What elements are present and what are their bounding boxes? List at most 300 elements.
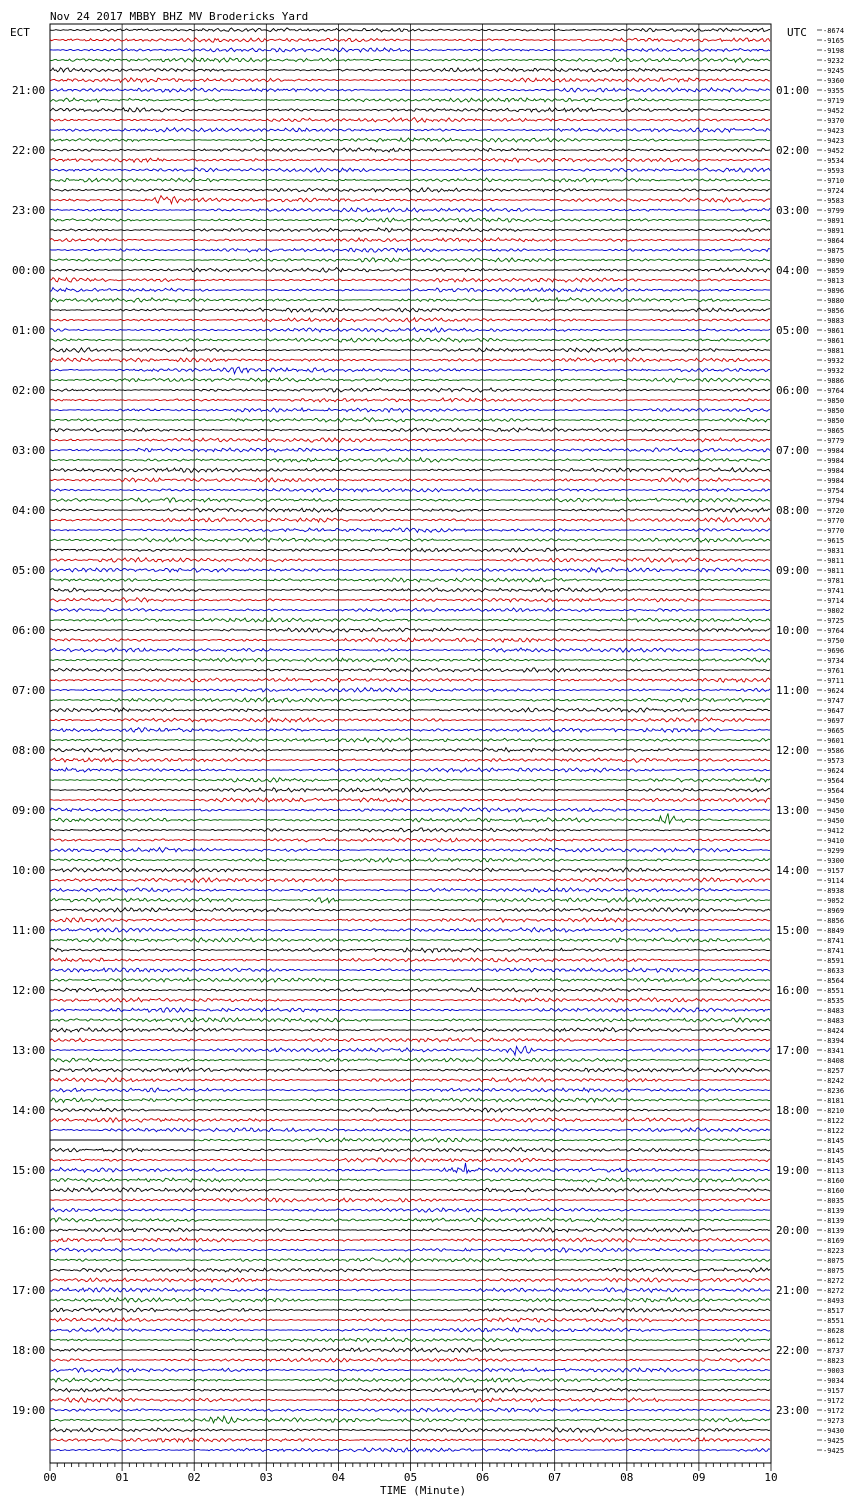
row-offset-label: -9754 — [823, 487, 845, 495]
row-offset-label: -9779 — [823, 437, 845, 445]
x-tick-label: 02 — [187, 1471, 201, 1484]
trace-row-91 — [50, 938, 770, 942]
trace-row-142 — [50, 1448, 770, 1452]
trace-row-69 — [50, 718, 770, 723]
right-hour-label: 17:00 — [776, 1044, 810, 1057]
row-offset-label: -8674 — [823, 27, 845, 35]
row-offset-label: -9813 — [823, 277, 845, 285]
right-hour-label: 03:00 — [776, 204, 810, 217]
trace-row-123 — [50, 1258, 770, 1262]
row-offset-label: -8341 — [823, 1047, 845, 1055]
row-offset-label: -8633 — [823, 967, 845, 975]
row-offset-label: -8160 — [823, 1187, 845, 1195]
left-hour-label: 07:00 — [12, 684, 46, 697]
trace-row-75 — [50, 778, 770, 782]
trace-row-129 — [50, 1318, 770, 1322]
x-tick-label: 07 — [548, 1471, 562, 1484]
trace-row-98 — [50, 1008, 770, 1013]
trace-row-42 — [50, 448, 770, 452]
trace-row-71 — [50, 738, 770, 742]
trace-row-107 — [50, 1098, 770, 1102]
row-offset-label: -9831 — [823, 547, 845, 555]
row-offset-label: -9747 — [823, 697, 845, 705]
left-hour-label: 09:00 — [12, 804, 46, 817]
row-offset-label: -8856 — [823, 917, 845, 925]
trace-row-54 — [50, 568, 770, 573]
row-offset-label: -9891 — [823, 217, 845, 225]
trace-row-23 — [50, 258, 770, 262]
row-offset-label: -9245 — [823, 67, 845, 75]
right-timezone-label: UTC — [787, 26, 807, 39]
trace-row-61 — [50, 638, 770, 642]
row-offset-label: -9811 — [823, 557, 845, 565]
trace-row-44 — [50, 468, 770, 473]
left-hour-label: 08:00 — [12, 744, 46, 757]
row-offset-label: -8272 — [823, 1287, 845, 1295]
trace-row-31 — [50, 338, 770, 342]
row-offset-label: -9875 — [823, 247, 845, 255]
right-hour-label: 07:00 — [776, 444, 810, 457]
right-hour-label: 21:00 — [776, 1284, 810, 1297]
row-offset-label: -8741 — [823, 937, 845, 945]
row-offset-label: -9932 — [823, 357, 845, 365]
x-tick-label: 06 — [475, 1471, 490, 1484]
row-offset-label: -9423 — [823, 137, 845, 145]
trace-row-60 — [50, 628, 770, 632]
trace-row-66 — [50, 688, 770, 692]
row-offset-label: -9710 — [823, 177, 845, 185]
row-offset-label: -9890 — [823, 257, 845, 265]
trace-row-83 — [50, 858, 770, 862]
row-offset-label: -9198 — [823, 47, 845, 55]
row-offset-label: -9850 — [823, 407, 845, 415]
row-offset-label: -9114 — [823, 877, 845, 885]
left-hour-label: 02:00 — [12, 384, 46, 397]
row-offset-label: -8075 — [823, 1257, 845, 1265]
right-hour-label: 01:00 — [776, 84, 810, 97]
trace-row-53 — [50, 558, 770, 563]
row-offset-label: -8551 — [823, 987, 845, 995]
row-offset-label: -8122 — [823, 1127, 845, 1135]
trace-row-39 — [50, 418, 770, 422]
row-offset-label: -9861 — [823, 327, 845, 335]
x-tick-label: 05 — [403, 1471, 418, 1484]
row-offset-label: -9450 — [823, 807, 845, 815]
trace-row-73 — [50, 758, 770, 762]
row-offset-label: -9861 — [823, 337, 845, 345]
row-offset-label: -9300 — [823, 857, 845, 865]
row-offset-label: -9172 — [823, 1407, 845, 1415]
trace-row-14 — [50, 168, 770, 172]
right-hour-labels — [776, 84, 809, 1417]
left-hour-label: 21:00 — [12, 84, 46, 97]
row-offset-label: -9724 — [823, 187, 845, 195]
trace-row-82 — [50, 848, 770, 853]
row-offset-label: -9157 — [823, 1387, 845, 1395]
trace-row-134 — [50, 1368, 770, 1373]
trace-row-17 — [50, 196, 770, 204]
row-offset-label: -9850 — [823, 397, 845, 405]
left-hour-label: 13:00 — [12, 1044, 46, 1057]
row-offset-label: -8517 — [823, 1307, 845, 1315]
trace-row-84 — [50, 868, 770, 872]
trace-row-27 — [50, 298, 770, 303]
row-offset-label: -9299 — [823, 847, 845, 855]
x-tick-label: 10 — [764, 1471, 778, 1484]
trace-row-116 — [50, 1188, 770, 1192]
trace-row-19 — [50, 218, 770, 222]
row-offset-label: -9355 — [823, 87, 845, 95]
trace-row-89 — [50, 918, 770, 922]
row-offset-label: -9734 — [823, 657, 845, 665]
row-offset-label: -9360 — [823, 77, 845, 85]
trace-row-86 — [50, 888, 770, 893]
right-hour-label: 23:00 — [776, 1404, 810, 1417]
row-offset-label: -8145 — [823, 1157, 845, 1165]
row-offset-label: -9932 — [823, 367, 845, 375]
row-offset-label: -8612 — [823, 1337, 845, 1345]
trace-row-124 — [50, 1268, 770, 1273]
left-hour-label: 22:00 — [12, 144, 46, 157]
trace-row-62 — [50, 648, 770, 652]
row-offset-label: -9984 — [823, 447, 845, 455]
trace-row-63 — [50, 658, 770, 662]
x-tick-label: 09 — [692, 1471, 706, 1484]
row-offset-label: -8075 — [823, 1267, 845, 1275]
row-offset-label: -8483 — [823, 1007, 845, 1015]
trace-row-30 — [50, 328, 770, 333]
trace-row-80 — [50, 828, 770, 832]
row-offset-label: -9711 — [823, 677, 845, 685]
trace-row-110 — [50, 1128, 770, 1132]
trace-row-8 — [50, 108, 770, 112]
row-offset-label: -9865 — [823, 427, 845, 435]
row-offset-label: -8242 — [823, 1077, 845, 1085]
trace-row-131 — [50, 1338, 770, 1343]
trace-row-85 — [50, 878, 770, 883]
trace-row-15 — [50, 178, 770, 182]
trace-row-52 — [50, 548, 770, 552]
row-offset-label: -9624 — [823, 687, 845, 695]
trace-row-21 — [50, 238, 770, 242]
right-hour-label: 04:00 — [776, 264, 810, 277]
trace-row-102 — [50, 1046, 770, 1055]
row-offset-label: -9586 — [823, 747, 845, 755]
row-offset-label: -8849 — [823, 927, 845, 935]
trace-row-56 — [50, 588, 770, 592]
left-hour-label: 19:00 — [12, 1404, 46, 1417]
row-offset-label: -8628 — [823, 1327, 845, 1335]
row-offset-label: -8493 — [823, 1297, 845, 1305]
row-offset-label: -9593 — [823, 167, 845, 175]
row-offset-label: -9232 — [823, 57, 845, 65]
trace-row-22 — [50, 248, 770, 252]
row-offset-label: -9601 — [823, 737, 845, 745]
trace-row-141 — [50, 1438, 770, 1442]
trace-row-100 — [50, 1028, 770, 1032]
row-offset-label: -9864 — [823, 237, 845, 245]
trace-row-9 — [50, 118, 770, 123]
left-hour-label: 04:00 — [12, 504, 46, 517]
row-offset-label: -9725 — [823, 617, 845, 625]
left-hour-label: 16:00 — [12, 1224, 46, 1237]
trace-row-94 — [50, 968, 770, 972]
row-offset-label: -8145 — [823, 1147, 845, 1155]
left-timezone-label: ECT — [10, 26, 30, 39]
trace-row-11 — [50, 138, 770, 142]
trace-row-137 — [50, 1398, 770, 1402]
trace-row-139 — [50, 1416, 770, 1423]
trace-row-76 — [50, 788, 770, 793]
trace-row-78 — [50, 808, 770, 812]
right-hour-label: 02:00 — [776, 144, 810, 157]
trace-row-117 — [50, 1198, 770, 1202]
left-hour-label: 23:00 — [12, 204, 46, 217]
row-offset-label: -9624 — [823, 767, 845, 775]
trace-row-35 — [50, 378, 770, 382]
trace-row-92 — [50, 948, 770, 952]
row-offset-label: -9172 — [823, 1397, 845, 1405]
row-offset-label: -8564 — [823, 977, 845, 985]
left-hour-label: 18:00 — [12, 1344, 46, 1357]
row-offset-label: -8139 — [823, 1227, 845, 1235]
trace-row-47 — [50, 498, 770, 503]
left-hour-label: 14:00 — [12, 1104, 46, 1117]
trace-row-18 — [50, 208, 770, 212]
row-offset-label: -9583 — [823, 197, 845, 205]
row-offset-label: -9647 — [823, 707, 845, 715]
row-offset-label: -9764 — [823, 627, 845, 635]
row-offset-label: -9410 — [823, 837, 845, 845]
row-offset-label: -9896 — [823, 287, 845, 295]
trace-row-125 — [50, 1278, 770, 1282]
row-offset-label: -9003 — [823, 1367, 845, 1375]
row-offset-label: -8408 — [823, 1057, 845, 1065]
row-offset-label: -9665 — [823, 727, 845, 735]
trace-row-106 — [50, 1088, 770, 1092]
trace-row-41 — [50, 438, 770, 442]
trace-row-140 — [50, 1428, 770, 1432]
row-offset-label: -8169 — [823, 1237, 845, 1245]
x-tick-label: 01 — [115, 1471, 129, 1484]
trace-row-65 — [50, 678, 770, 682]
right-hour-label: 14:00 — [776, 864, 810, 877]
right-hour-label: 13:00 — [776, 804, 810, 817]
trace-row-101 — [50, 1038, 770, 1042]
row-offset-label: -9883 — [823, 317, 845, 325]
trace-row-130 — [50, 1328, 770, 1332]
right-hour-label: 06:00 — [776, 384, 810, 397]
row-offset-label: -9761 — [823, 667, 845, 675]
trace-row-118 — [50, 1208, 770, 1212]
trace-row-122 — [50, 1248, 770, 1253]
trace-row-64 — [50, 668, 770, 672]
trace-row-121 — [50, 1238, 770, 1242]
left-hour-label: 05:00 — [12, 564, 46, 577]
left-hour-label: 10:00 — [12, 864, 46, 877]
row-offset-label: -9452 — [823, 147, 845, 155]
right-hour-label: 16:00 — [776, 984, 810, 997]
trace-row-90 — [50, 928, 770, 933]
trace-row-40 — [50, 428, 770, 432]
row-offset-label: -8823 — [823, 1357, 845, 1365]
row-offset-label: -8122 — [823, 1117, 845, 1125]
row-offset-label: -9696 — [823, 647, 845, 655]
trace-row-127 — [50, 1298, 770, 1303]
trace-row-88 — [50, 908, 770, 912]
row-offset-label: -8139 — [823, 1207, 845, 1215]
right-hour-label: 11:00 — [776, 684, 810, 697]
trace-row-37 — [50, 398, 770, 402]
row-offset-label: -8210 — [823, 1107, 845, 1115]
row-offset-label: -8535 — [823, 997, 845, 1005]
row-offset-label: -9891 — [823, 227, 845, 235]
trace-row-49 — [50, 518, 770, 523]
left-hour-label: 01:00 — [12, 324, 46, 337]
row-offset-label: -9764 — [823, 387, 845, 395]
trace-row-26 — [50, 288, 770, 292]
right-hour-label: 12:00 — [776, 744, 810, 757]
right-hour-label: 10:00 — [776, 624, 810, 637]
trace-row-12 — [50, 148, 770, 152]
trace-row-58 — [50, 608, 770, 612]
row-offset-label: -9799 — [823, 207, 845, 215]
row-offset-label: -9450 — [823, 797, 845, 805]
row-offset-label: -9714 — [823, 597, 845, 605]
row-offset-label: -9719 — [823, 97, 845, 105]
trace-row-72 — [50, 748, 770, 752]
trace-row-95 — [50, 978, 770, 982]
trace-row-93 — [50, 958, 770, 962]
left-hour-label: 06:00 — [12, 624, 46, 637]
trace-row-24 — [50, 268, 770, 273]
trace-row-103 — [50, 1058, 770, 1062]
row-offset-label: -9452 — [823, 107, 845, 115]
right-hour-label: 18:00 — [776, 1104, 810, 1117]
row-offset-label: -9157 — [823, 867, 845, 875]
trace-row-1 — [50, 38, 770, 42]
trace-row-97 — [50, 998, 770, 1002]
right-hour-label: 08:00 — [776, 504, 810, 517]
row-offset-label: -8145 — [823, 1137, 845, 1145]
trace-row-4 — [50, 68, 770, 72]
row-offset-label: -9034 — [823, 1377, 845, 1385]
trace-row-0 — [50, 28, 770, 32]
row-offset-label: -9886 — [823, 377, 845, 385]
row-offset-label: -9573 — [823, 757, 845, 765]
trace-row-67 — [50, 698, 770, 703]
trace-row-34 — [50, 367, 770, 374]
trace-row-5 — [50, 78, 770, 83]
trace-row-45 — [50, 478, 770, 483]
trace-row-113 — [50, 1158, 770, 1162]
trace-row-77 — [50, 798, 770, 802]
row-offset-label: -9750 — [823, 637, 845, 645]
trace-row-57 — [50, 598, 770, 602]
row-offset-label: -9615 — [823, 537, 845, 545]
row-offset-label: -9856 — [823, 307, 845, 315]
trace-row-136 — [50, 1388, 770, 1392]
row-offset-label: -9370 — [823, 117, 845, 125]
trace-row-133 — [50, 1358, 770, 1362]
trace-row-79 — [50, 813, 770, 823]
trace-row-128 — [50, 1308, 770, 1312]
row-offset-label: -8424 — [823, 1027, 845, 1035]
row-offset-label: -9720 — [823, 507, 845, 515]
row-offset-label: -8257 — [823, 1067, 845, 1075]
trace-row-43 — [50, 458, 770, 462]
row-offset-label: -9984 — [823, 467, 845, 475]
trace-row-55 — [50, 578, 770, 582]
row-offset-label: -9564 — [823, 787, 845, 795]
trace-row-111 — [194, 1138, 770, 1142]
trace-row-7 — [50, 98, 770, 102]
right-hour-label: 09:00 — [776, 564, 810, 577]
row-offset-label: -9811 — [823, 567, 845, 575]
trace-row-114 — [50, 1163, 770, 1173]
trace-row-33 — [50, 358, 770, 362]
trace-row-87 — [50, 898, 770, 903]
row-offset-label: -8969 — [823, 907, 845, 915]
trace-row-115 — [50, 1178, 770, 1182]
left-hour-label: 12:00 — [12, 984, 46, 997]
left-hour-labels — [12, 84, 45, 1417]
row-offset-label: -9850 — [823, 417, 845, 425]
row-offset-label: -9273 — [823, 1417, 845, 1425]
row-offset-label: -9425 — [823, 1447, 845, 1455]
row-offset-label: -9412 — [823, 827, 845, 835]
row-offset-label: -8938 — [823, 887, 845, 895]
trace-row-20 — [50, 228, 770, 232]
trace-row-38 — [50, 408, 770, 412]
chart-title: Nov 24 2017 MBBY BHZ MV Brodericks Yard — [50, 10, 309, 23]
trace-row-2 — [50, 48, 770, 52]
x-axis-label: TIME (Minute) — [380, 1484, 467, 1497]
right-hour-label: 15:00 — [776, 924, 810, 937]
trace-row-126 — [50, 1288, 770, 1293]
trace-row-96 — [50, 988, 770, 992]
x-axis — [43, 1463, 777, 1484]
row-offset-label: -8551 — [823, 1317, 845, 1325]
trace-row-29 — [50, 318, 770, 322]
trace-row-46 — [50, 488, 770, 492]
row-offset-label: -8113 — [823, 1167, 845, 1175]
trace-row-120 — [50, 1228, 770, 1232]
row-offset-labels — [817, 27, 844, 1455]
row-offset-label: -9802 — [823, 607, 845, 615]
right-hour-label: 20:00 — [776, 1224, 810, 1237]
trace-row-104 — [50, 1068, 770, 1072]
trace-row-13 — [50, 158, 770, 162]
left-hour-label: 15:00 — [12, 1164, 46, 1177]
row-offset-label: -9741 — [823, 587, 845, 595]
right-hour-label: 19:00 — [776, 1164, 810, 1177]
row-offset-label: -8737 — [823, 1347, 845, 1355]
row-offset-label: -9052 — [823, 897, 845, 905]
row-offset-label: -9770 — [823, 527, 845, 535]
row-offset-label: -8160 — [823, 1177, 845, 1185]
row-offset-label: -9450 — [823, 817, 845, 825]
trace-row-119 — [50, 1218, 770, 1222]
trace-row-6 — [50, 88, 770, 92]
left-hour-label: 03:00 — [12, 444, 46, 457]
row-offset-label: -9165 — [823, 37, 845, 45]
row-offset-label: -8139 — [823, 1217, 845, 1225]
row-offset-label: -9984 — [823, 457, 845, 465]
row-offset-label: -9881 — [823, 347, 845, 355]
x-tick-label: 08 — [620, 1471, 634, 1484]
trace-row-132 — [50, 1348, 770, 1352]
